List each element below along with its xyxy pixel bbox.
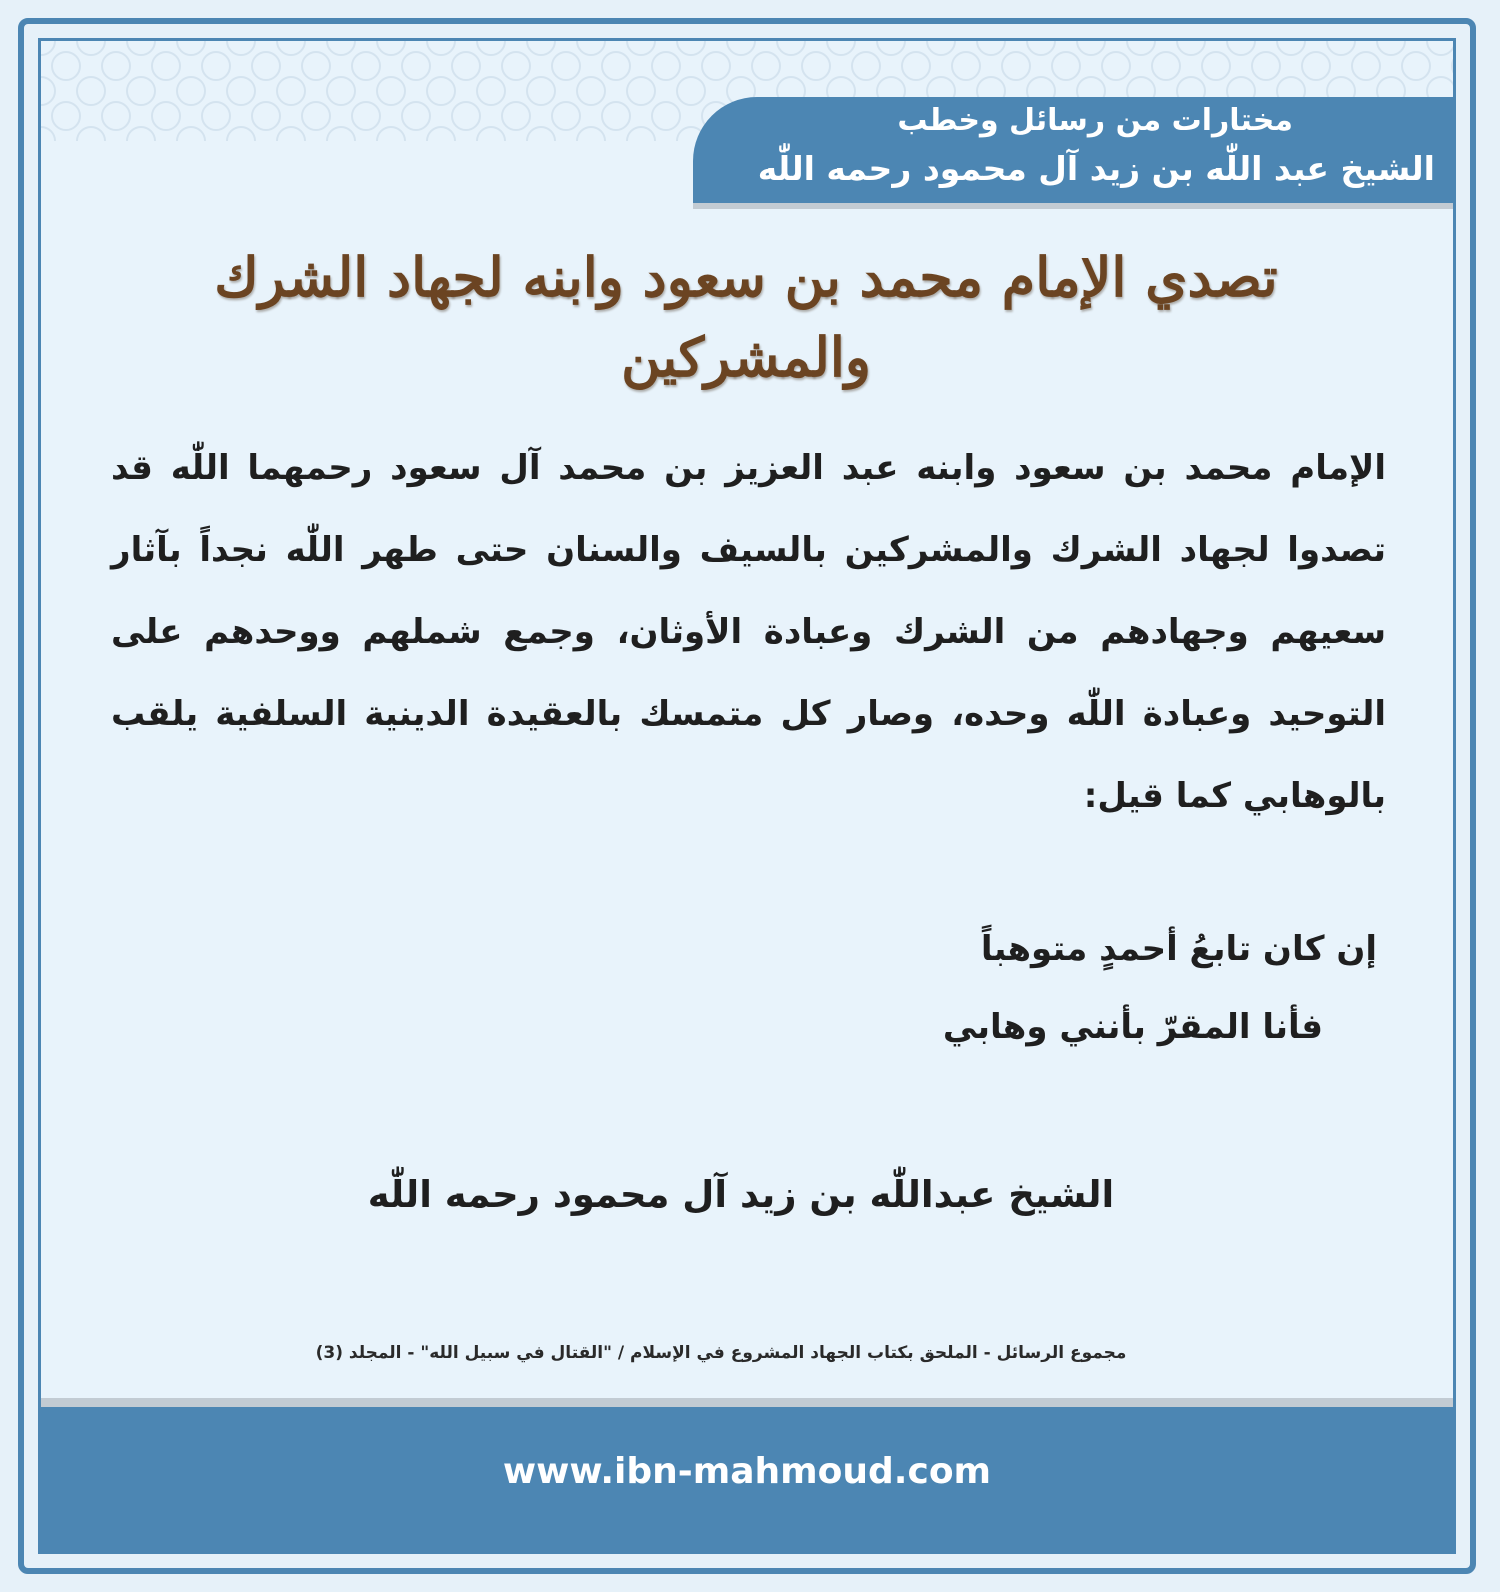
website-link[interactable]: www.ibn-mahmoud.com xyxy=(502,1451,992,1492)
source-citation: مجموع الرسائل - الملحق بكتاب الجهاد المشروع في الإسلام / "القتال في سبيل الله" - المجلد (3) xyxy=(315,1343,1127,1363)
author-signature: الشيخ عبداللّٰه بن زيد آل محمود رحمه اللّٰه xyxy=(367,1173,1115,1216)
header-author-name: الشيخ عبد اللّٰه بن زيد آل محمود رحمه اللّٰه xyxy=(757,149,1435,188)
body-paragraph-text: الإمام محمد بن سعود وابنه عبد العزيز بن محمد آل سعود رحمهما اللّٰه قد تصدوا لجهاد الشرك والمشركين بالسيف والسنان حتى طهر اللّٰه نجداً بآثار سعيهم وجهادهم من الشرك وعبادة الأوثان، وجمع شملهم ووحدهم على التوحيد وعبادة اللّٰه وحده، وصار كل متمسك بالعقيدة الدينية السلفية يلقب بالوهابي كما قيل: xyxy=(111,448,1386,816)
header-banner xyxy=(693,97,1453,203)
footer-bar xyxy=(41,1407,1453,1554)
page-title: تصدي الإمام محمد بن سعود وابنه لجهاد الشرك والمشركين xyxy=(214,245,1278,389)
body-paragraph xyxy=(111,427,1386,837)
content-panel xyxy=(38,38,1456,1554)
verse-line-1: إن كان تابعُ أحمدٍ متوهباً xyxy=(980,929,1377,969)
header-series-title: مختارات من رسائل وخطب xyxy=(897,103,1293,138)
verse-line-2: فأنا المقرّ بأنني وهابي xyxy=(942,1007,1323,1047)
